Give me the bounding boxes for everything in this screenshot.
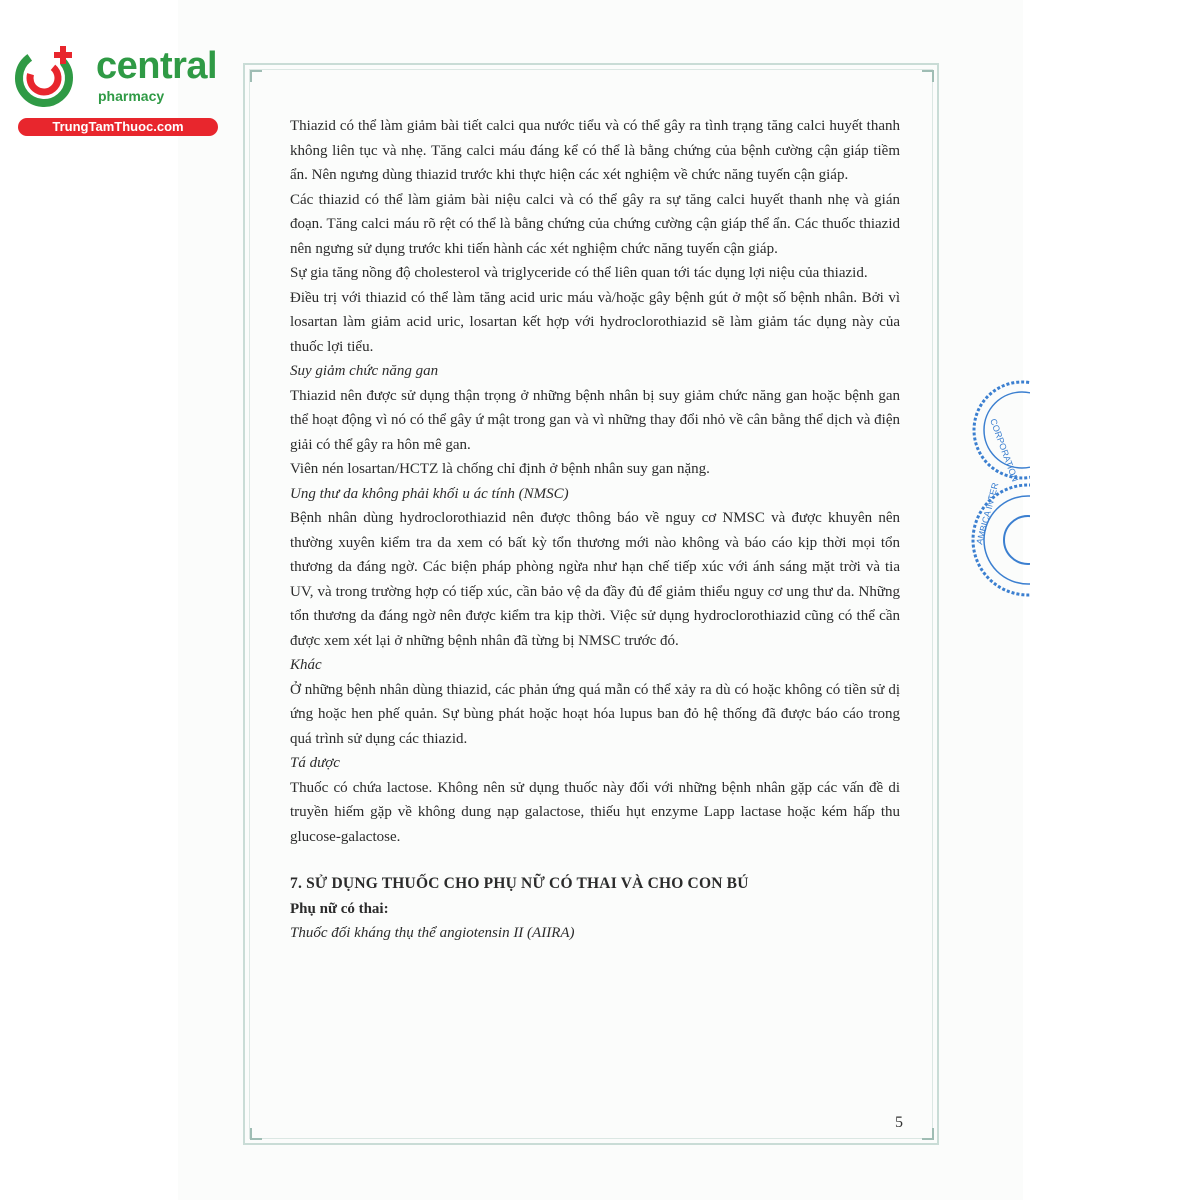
- logo-brand-name: central: [96, 45, 218, 87]
- paragraph: Viên nén losartan/HCTZ là chống chỉ định ở bệnh nhân suy gan nặng.: [290, 461, 710, 477]
- paragraph: Thiazid nên được sử dụng thận trọng ở những bệnh nhân bị suy giảm chức năng gan hoặc bệnh gan thể hoạt động vì nó có thể gây ứ mật trong gan và vì những thay đổi nhỏ về cân bằng thể dịch và điện giải có thể gây ra hôn mê gan.: [290, 387, 900, 453]
- border-corner: [250, 1128, 262, 1140]
- paragraph: Bệnh nhân dùng hydroclorothiazid nên được thông báo về nguy cơ NMSC và được khuyên nên thường xuyên kiểm tra da xem có bất kỳ tổn thương mới nào không và báo cáo kịp thời mọi tổn thương da đáng ngờ. Các biện pháp phòng ngừa như hạn chế tiếp xúc với ánh sáng mặt trời và tia UV, và trong trường hợp có tiếp xúc, cần bảo vệ da đầy đủ để giảm thiểu nguy cơ ung thư da. Những tổn thương da đáng ngờ nên được kiểm tra kịp thời. Việc sử dụng hydroclorothiazid cũng có thể cần được xem xét lại ở những bệnh nhân đã từng bị NMSC trước đó.: [290, 510, 900, 649]
- paragraph: Các thiazid có thể làm giảm bài niệu calci và có thể gây ra sự tăng calci huyết thanh nhẹ và gián đoạn. Tăng calci máu rõ rệt có thể là bằng chứng của chứng cường cận giáp thể ẩn. Các thuốc thiazid nên ngưng sử dụng trước khi tiến hành các xét nghiệm chức năng tuyến cận giáp.: [290, 191, 900, 257]
- central-logo-icon: [12, 40, 82, 110]
- subheading-aiira: Thuốc đối kháng thụ thể angiotensin II (AIIRA): [290, 925, 575, 941]
- paragraph: Ở những bệnh nhân dùng thiazid, các phản ứng quá mẫn có thể xảy ra dù có hoặc không có tiền sử dị ứng hoặc hen phế quản. Sự bùng phát hoặc hoạt hóa lupus ban đỏ hệ thống đã được báo cáo trong quá trình sử dụng các thiazid.: [290, 681, 900, 747]
- stamp-text-2: AMBICA INTER: [974, 481, 1001, 546]
- border-corner: [922, 1128, 934, 1140]
- company-stamp: [960, 370, 1030, 610]
- stamp-text-1: CORPORATION: [988, 417, 1021, 484]
- paragraph: Thiazid có thể làm giảm bài tiết calci qua nước tiểu và có thể gây ra tình trạng tăng calci huyết thanh không liên tục và nhẹ. Tăng calci máu đáng kể có thể là bằng chứng của bệnh cường cận giáp tiềm ẩn. Nên ngưng dùng thiazid trước khi thực hiện các xét nghiệm về chức năng tuyến cận giáp.: [290, 118, 900, 183]
- central-pharmacy-logo[interactable]: [8, 36, 218, 136]
- subheading-pregnant: Phụ nữ có thai:: [290, 900, 389, 917]
- logo-url-badge: TrungTamThuoc.com: [18, 118, 218, 136]
- paragraph: Sự gia tăng nồng độ cholesterol và triglyceride có thể liên quan tới tác dụng lợi niệu của thiazid.: [290, 265, 868, 281]
- logo-subtitle: pharmacy: [98, 88, 165, 104]
- paragraph: Điều trị với thiazid có thể làm tăng acid uric máu và/hoặc gây bệnh gút ở một số bệnh nhân. Bởi vì losartan làm giảm acid uric, losartan kết hợp với hydroclorothiazid sẽ làm giảm tác dụng này của thuốc lợi tiểu.: [290, 289, 900, 355]
- subheading-nmsc: Ung thư da không phải khối u ác tính (NMSC): [290, 485, 569, 502]
- paragraph: Thuốc có chứa lactose. Không nên sử dụng thuốc này đối với những bệnh nhân gặp các vấn đề di truyền hiếm gặp về không dung nạp galactose, thiếu hụt enzyme Lapp lactase hoặc kém hấp thu glucose-galactose.: [290, 779, 900, 845]
- subheading-other: Khác: [290, 657, 322, 673]
- border-corner: [922, 70, 934, 82]
- subheading-excipient: Tá dược: [290, 755, 340, 771]
- border-corner: [250, 70, 262, 82]
- page-number: 5: [895, 1114, 903, 1131]
- document-body: [290, 114, 900, 946]
- subheading-liver-impairment: Suy giảm chức năng gan: [290, 363, 439, 379]
- section-heading-7: 7. SỬ DỤNG THUỐC CHO PHỤ NỮ CÓ THAI VÀ CHO CON BÚ: [290, 875, 749, 892]
